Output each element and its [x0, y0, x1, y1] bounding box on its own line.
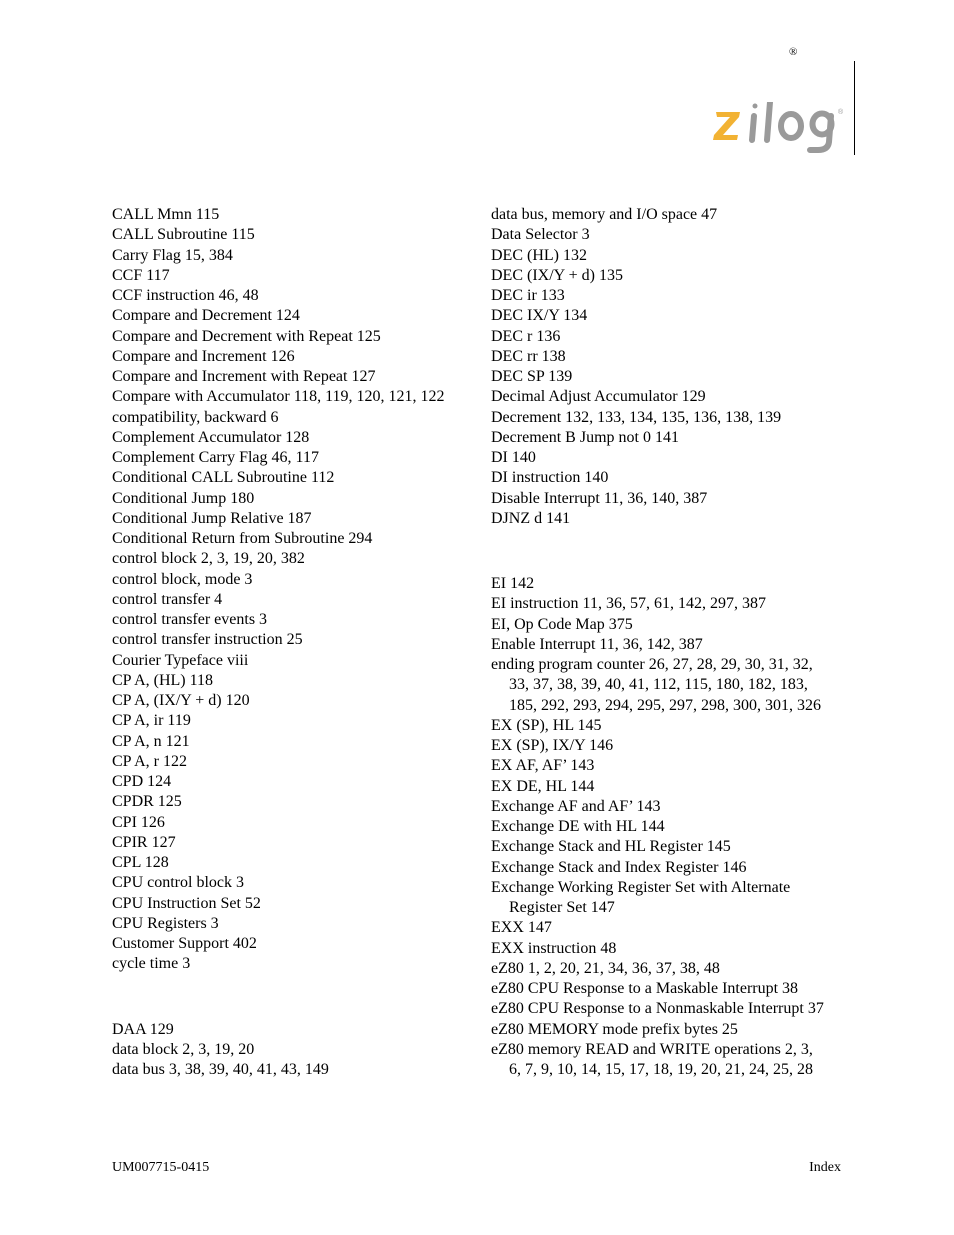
group-spacer: [112, 975, 482, 1020]
index-entry: DEC ir 133: [491, 287, 565, 304]
footer-doc-id: UM007715-0415: [112, 1160, 210, 1175]
index-entry: control transfer 4: [112, 590, 223, 608]
index-entry: Carry Flag 15, 384: [112, 246, 233, 264]
index-group-d-cont: [491, 205, 851, 529]
index-entry: DEC IX/Y 134: [491, 307, 588, 325]
index-entry: DEC r 136: [491, 327, 561, 345]
index-entry: CALL Mmn 115: [112, 206, 220, 223]
index-entry: CCF 117: [112, 266, 170, 284]
index-entry: Courier Typeface viii: [112, 651, 249, 669]
index-entry: Compare and Increment 126: [112, 347, 295, 365]
index-entry: DJNZ d 141: [491, 509, 571, 527]
index-entry: CPU Instruction Set 52: [112, 894, 261, 912]
index-entry-continuation: 33, 37, 38, 39, 40, 41, 112, 115, 180, 182, 183,: [509, 676, 808, 694]
index-entry: Enable Interrupt 11, 36, 142, 387: [491, 635, 703, 653]
index-entry: EI instruction 11, 36, 57, 61, 142, 297, 387: [491, 595, 766, 613]
index-entry: eZ80 CPU Response to a Maskable Interrupt 38: [491, 980, 799, 997]
index-entry: DI instruction 140: [491, 469, 609, 487]
index-entry: CPI 126: [112, 813, 165, 831]
index-entry: CPDR 125: [112, 793, 182, 811]
index-entry: Exchange Working Register Set with Alternate: [491, 878, 791, 896]
index-entry: CCF instruction 46, 48: [112, 287, 259, 304]
index-entry: CALL Subroutine 115: [112, 226, 255, 244]
index-entry: Conditional Jump Relative 187: [112, 509, 312, 527]
index-entry: DI 140: [491, 449, 536, 466]
index-entry: Compare and Increment with Repeat 127: [112, 368, 376, 385]
index-entry: Compare and Decrement 124: [112, 307, 300, 325]
index-entry: Complement Carry Flag 46, 117: [112, 449, 319, 466]
index-entry: CP A, r 122: [112, 752, 187, 770]
index-entry: ending program counter 26, 27, 28, 29, 30, 31, 32,: [491, 656, 813, 673]
index-entry: Conditional CALL Subroutine 112: [112, 469, 335, 487]
index-entry: CP A, ir 119: [112, 712, 191, 730]
footer-section: Index: [809, 1160, 841, 1175]
index-entry: Complement Accumulator 128: [112, 428, 310, 446]
index-entry: EI 142: [491, 575, 535, 592]
group-spacer: [491, 529, 851, 574]
logo-ilog-glyphs: [752, 102, 832, 150]
index-entry: CPU control block 3: [112, 874, 244, 892]
index-entry: Conditional Return from Subroutine 294: [112, 530, 373, 547]
index-entry: Decrement B Jump not 0 141: [491, 428, 679, 446]
index-column-left: [112, 205, 482, 1080]
index-entry: Compare with Accumulator 118, 119, 120, 121, 122: [112, 388, 445, 406]
zilog-logo: [712, 102, 844, 154]
index-entry: DEC (IX/Y + d) 135: [491, 266, 623, 284]
index-entry: CP A, n 121: [112, 732, 190, 750]
index-entry: control block, mode 3: [112, 570, 253, 588]
index-entry: EX (SP), IX/Y 146: [491, 737, 614, 754]
index-entry: Compare and Decrement with Repeat 125: [112, 327, 381, 345]
index-entry: DAA 129: [112, 1020, 174, 1038]
index-entry: EXX 147: [491, 919, 552, 937]
index-entry: control block 2, 3, 19, 20, 382: [112, 550, 305, 568]
index-entry: CPIR 127: [112, 833, 176, 851]
index-entry: Data Selector 3: [491, 226, 590, 244]
index-entry: eZ80 1, 2, 20, 21, 34, 36, 37, 38, 48: [491, 959, 720, 977]
index-entry: eZ80 memory READ and WRITE operations 2, 3,: [491, 1040, 813, 1058]
index-entry: control transfer instruction 25: [112, 631, 303, 649]
index-entry: EX AF, AF’ 143: [491, 757, 595, 775]
index-entry: data block 2, 3, 19, 20: [112, 1040, 255, 1058]
index-entry: EI, Op Code Map 375: [491, 615, 633, 633]
index-entry: DEC SP 139: [491, 368, 573, 385]
index-entry: Conditional Jump 180: [112, 489, 255, 507]
index-entry: eZ80 MEMORY mode prefix bytes 25: [491, 1020, 738, 1038]
index-entry: control transfer events 3: [112, 611, 268, 628]
index-entry: DEC rr 138: [491, 347, 566, 365]
index-entry: CPD 124: [112, 773, 172, 790]
header-divider: [854, 61, 855, 155]
index-group-e: [491, 574, 851, 1080]
index-entry: EX (SP), HL 145: [491, 716, 602, 734]
logo-registered-mark: ®: [838, 109, 844, 116]
index-entry: Exchange DE with HL 144: [491, 818, 665, 835]
index-entry: data bus 3, 38, 39, 40, 41, 43, 149: [112, 1061, 329, 1078]
index-entry: cycle time 3: [112, 955, 191, 973]
index-entry: CPU Registers 3: [112, 914, 219, 932]
index-entry: data bus, memory and I/O space 47: [491, 206, 718, 223]
logo-z-glyph: [713, 112, 740, 140]
index-entry-continuation: 185, 292, 293, 294, 295, 297, 298, 300, 301, 326: [509, 696, 821, 714]
index-column-right: [491, 205, 851, 1080]
index-entry: CP A, (HL) 118: [112, 671, 214, 689]
index-entry-continuation: Register Set 147: [509, 899, 615, 916]
index-entry: compatibility, backward 6: [112, 408, 279, 426]
index-entry: Disable Interrupt 11, 36, 140, 387: [491, 489, 708, 507]
index-entry: eZ80 CPU Response to a Nonmaskable Interrupt 37: [491, 1000, 824, 1018]
index-entry: Exchange Stack and HL Register 145: [491, 838, 731, 856]
index-group-d: [112, 1020, 482, 1081]
index-entry: EXX instruction 48: [491, 939, 617, 957]
index-entry: Exchange Stack and Index Register 146: [491, 858, 747, 876]
index-entry-continuation: 6, 7, 9, 10, 14, 15, 17, 18, 19, 20, 21, 24, 25, 28: [509, 1061, 813, 1078]
registered-mark: ®: [789, 46, 798, 58]
index-entry: CP A, (IX/Y + d) 120: [112, 692, 250, 709]
index-entry: EX DE, HL 144: [491, 777, 595, 795]
index-entry: Decrement 132, 133, 134, 135, 136, 138, 139: [491, 408, 782, 426]
index-group-c: [112, 205, 482, 975]
index-entry: Decimal Adjust Accumulator 129: [491, 388, 706, 406]
index-entry: Customer Support 402: [112, 935, 257, 952]
index-entry: CPL 128: [112, 854, 169, 871]
index-entry: DEC (HL) 132: [491, 246, 587, 264]
index-entry: Exchange AF and AF’ 143: [491, 797, 661, 815]
